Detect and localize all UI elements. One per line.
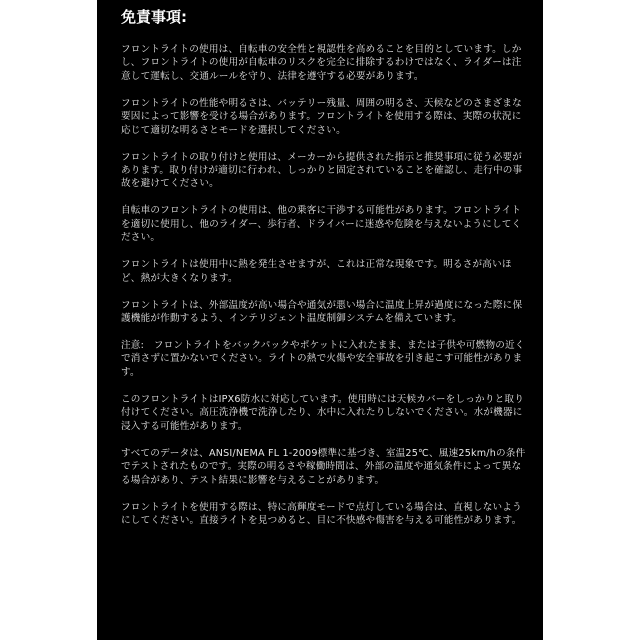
disclaimer-paragraph-interference: 自転車のフロントライトの使用は、他の乗客に干渉する可能性があります。フロントライトを適切に使用し、他のライダー、歩行者、ドライバーに迷惑や危険を与えないようにしてください。 [121, 205, 522, 244]
disclaimer-paragraph-eye-safety: フロントライトを使用する際は、特に高輝度モードで点灯している場合は、直視しないようにしてください。直接ライトを見つめると、目に不快感や傷害を与える可能性があります。 [121, 501, 522, 526]
disclaimer-paragraph-heat: フロントライトは使用中に熱を発生させますが、これは正常な現象です。明るさが高いほど、熱が大きくなります。 [121, 259, 512, 284]
disclaimer-paragraph-installation: フロントライトの取り付けと使用は、メーカーから提供された指示と推奨事項に従う必要があります。取り付けが適切に行われ、しっかりと固定されていることを確認し、走行中の事故を避けてください。 [121, 151, 523, 190]
disclaimer-paragraph-performance: フロントライトの性能や明るさは、バッテリー残量、周囲の明るさ、天候などのさまざまな要因によって影響を受ける場合があります。フロントライトを使用する際は、実際の状況に応じて適切な明るさとモードを選択してください。 [121, 97, 522, 136]
disclaimer-panel [97, 0, 543, 640]
disclaimer-paragraph-caution: 注意: フロントライトをバックパックやポケットに入れたまま、または子供や可燃物の近くで消さずに置かないでください。ライトの熱で火傷や安全事故を引き起こす可能性があります。 [121, 340, 525, 378]
disclaimer-paragraph-test-data: すべてのデータは、ANSI/NEMA FL 1-2009標準に基づき、室温25℃、風速25km/hの条件でテストされたものです。実際の明るさや稼働時間は、外部の温度や通気条件によって異なる場合があり、テスト結果に影響を与えることがあります。 [121, 447, 526, 486]
disclaimer-paragraph-usage: フロントライトの使用は、自転車の安全性と視認性を高めることを目的としています。しかし、フロントライトの使用が自転車のリスクを完全に排除するわけではなく、ライダーは注意して運転し、交通ルールを守り、法律を遵守する必要があります。 [121, 44, 522, 82]
disclaimer-title: 免責事項: [121, 8, 187, 26]
disclaimer-paragraph-temperature-control: フロントライトは、外部温度が高い場合や通気が悪い場合に温度上昇が過度になった際に保護機能が作動するよう、インテリジェント温度制御システムを備えています。 [121, 299, 523, 325]
disclaimer-paragraph-waterproof: このフロントライトはIPX6防水に対応しています。使用時には天候カバーをしっかりと取り付けてください。高圧洗浄機で洗浄したり、水中に入れたりしないでください。水が機器に浸入する可能性があります。 [121, 393, 524, 432]
